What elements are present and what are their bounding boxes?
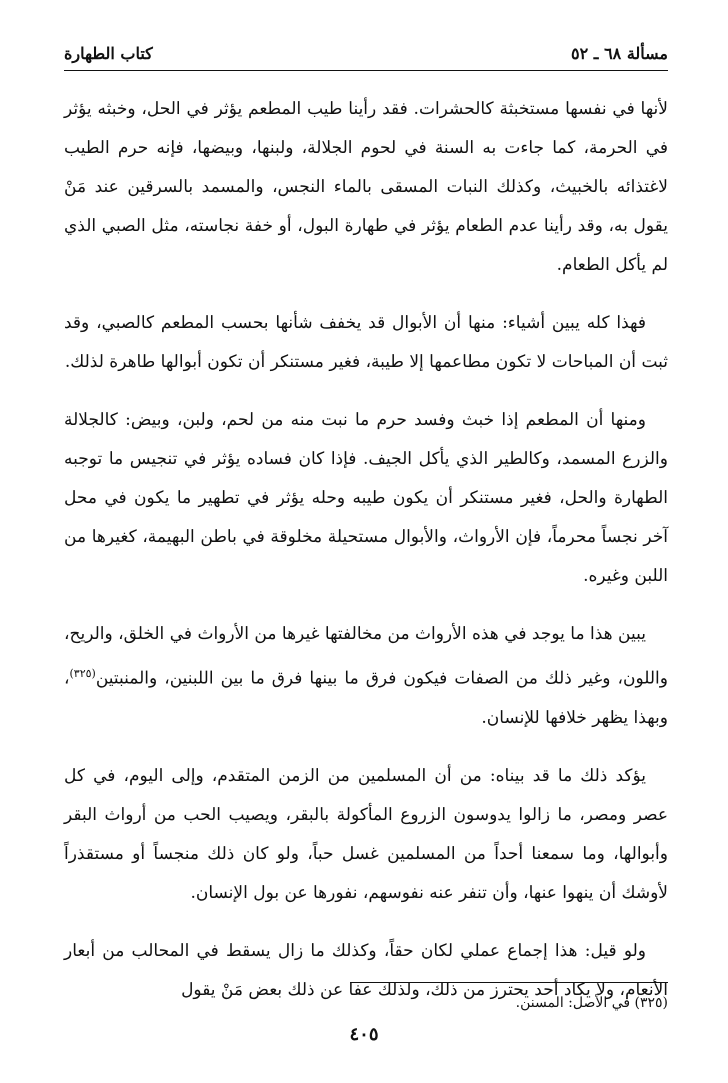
paragraph-5: يؤكد ذلك ما قد بيناه: من أن المسلمين من الزمن المتقدم، وإلى اليوم، في كل عصر ومصر، ما زالوا يدوسون الزروع المأكولة بالبقر، ويصيب الحب من أرواث البقر وأبوالها، وما سمعنا أحداً من المسلمين غسل حباً، ولو كان ذلك منجساً أو مستقذراً لأوشك أن ينهوا عنها، وأن تنفر عنه نفوسهم، نفورها عن بول الإنسان. bbox=[64, 765, 668, 903]
page-number: ٤٠٥ bbox=[349, 1024, 379, 1045]
footnote-reference: (٣٢٥) bbox=[69, 667, 96, 680]
paragraph-4-text: يبين هذا ما يوجد في هذه الأرواث من مخالفتها غيرها من الأرواث في الخلق، والريح، واللون، وغير ذلك من الصفات فيكون فرق ما بينها فرق ما بين اللبنين، والمنبتين bbox=[64, 624, 668, 689]
header-book-title: كتاب الطهارة bbox=[64, 44, 153, 63]
footnote: (٣٢٥) في الأصل: المسنن. bbox=[515, 995, 668, 1011]
paragraph-3: ومنها أن المطعم إذا خبث وفسد حرم ما نبت منه من لحم، ولبن، وبيض: كالجلالة والزرع المسمد، وكالطير الذي يأكل الجيف. فإذا كان فساده يؤثر في تنجيس ما توجبه الطهارة والحل، فغير مستنكر أن يكون طيبه وحله يؤثر في تطهير ما يكون في محل آخر نجساً محرماً، فإن الأرواث، والأبوال مستحيلة مخلوقة في باطن البهيمة، كغيرها من اللبن وغيره. bbox=[64, 410, 668, 586]
paragraph-2: فهذا كله يبين أشياء: منها أن الأبوال قد يخفف شأنها بحسب المطعم كالصبي، وقد ثبت أن المباحات لا تكون مطاعمها إلا طيبة، فغير مستنكر أن تكون أبوالها طاهرة لذلك. bbox=[64, 313, 668, 372]
footnote-divider bbox=[350, 982, 668, 983]
header-section-number: مسألة ٦٨ ـ ٥٢ bbox=[571, 44, 668, 63]
paragraph-6: ولو قيل: هذا إجماع عملي لكان حقاً، وكذلك ما زال يسقط في المحالب من أبعار الأنعام، ولا يكاد أحد يحترز من ذلك، ولذلك عفا عن ذلك بعض مَنْ يقول bbox=[64, 940, 668, 1000]
header-divider bbox=[64, 70, 668, 71]
paragraph-4-tail: ، وبهذا يظهر خلافها للإنسان. bbox=[64, 668, 668, 728]
main-text bbox=[64, 90, 668, 1029]
paragraph-4 bbox=[64, 615, 668, 738]
paragraph-1: لأنها في نفسها مستخبثة كالحشرات. فقد رأينا طيب المطعم يؤثر في الحل، وخبثه يؤثر في الحرمة، كما جاءت به السنة في لحوم الجلالة، ولبنها، وبيضها، فإنه حرم الطيب لاغتذائه بالخبيث، وكذلك النبات المسقى بالماء النجس، والمسمد بالسرقين عند مَنْ يقول به، وقد رأينا عدم الطعام يؤثر في طهارة البول، أو خفة نجاسته، مثل الصبي الذي لم يأكل الطعام. bbox=[64, 99, 668, 275]
running-header bbox=[64, 40, 668, 70]
